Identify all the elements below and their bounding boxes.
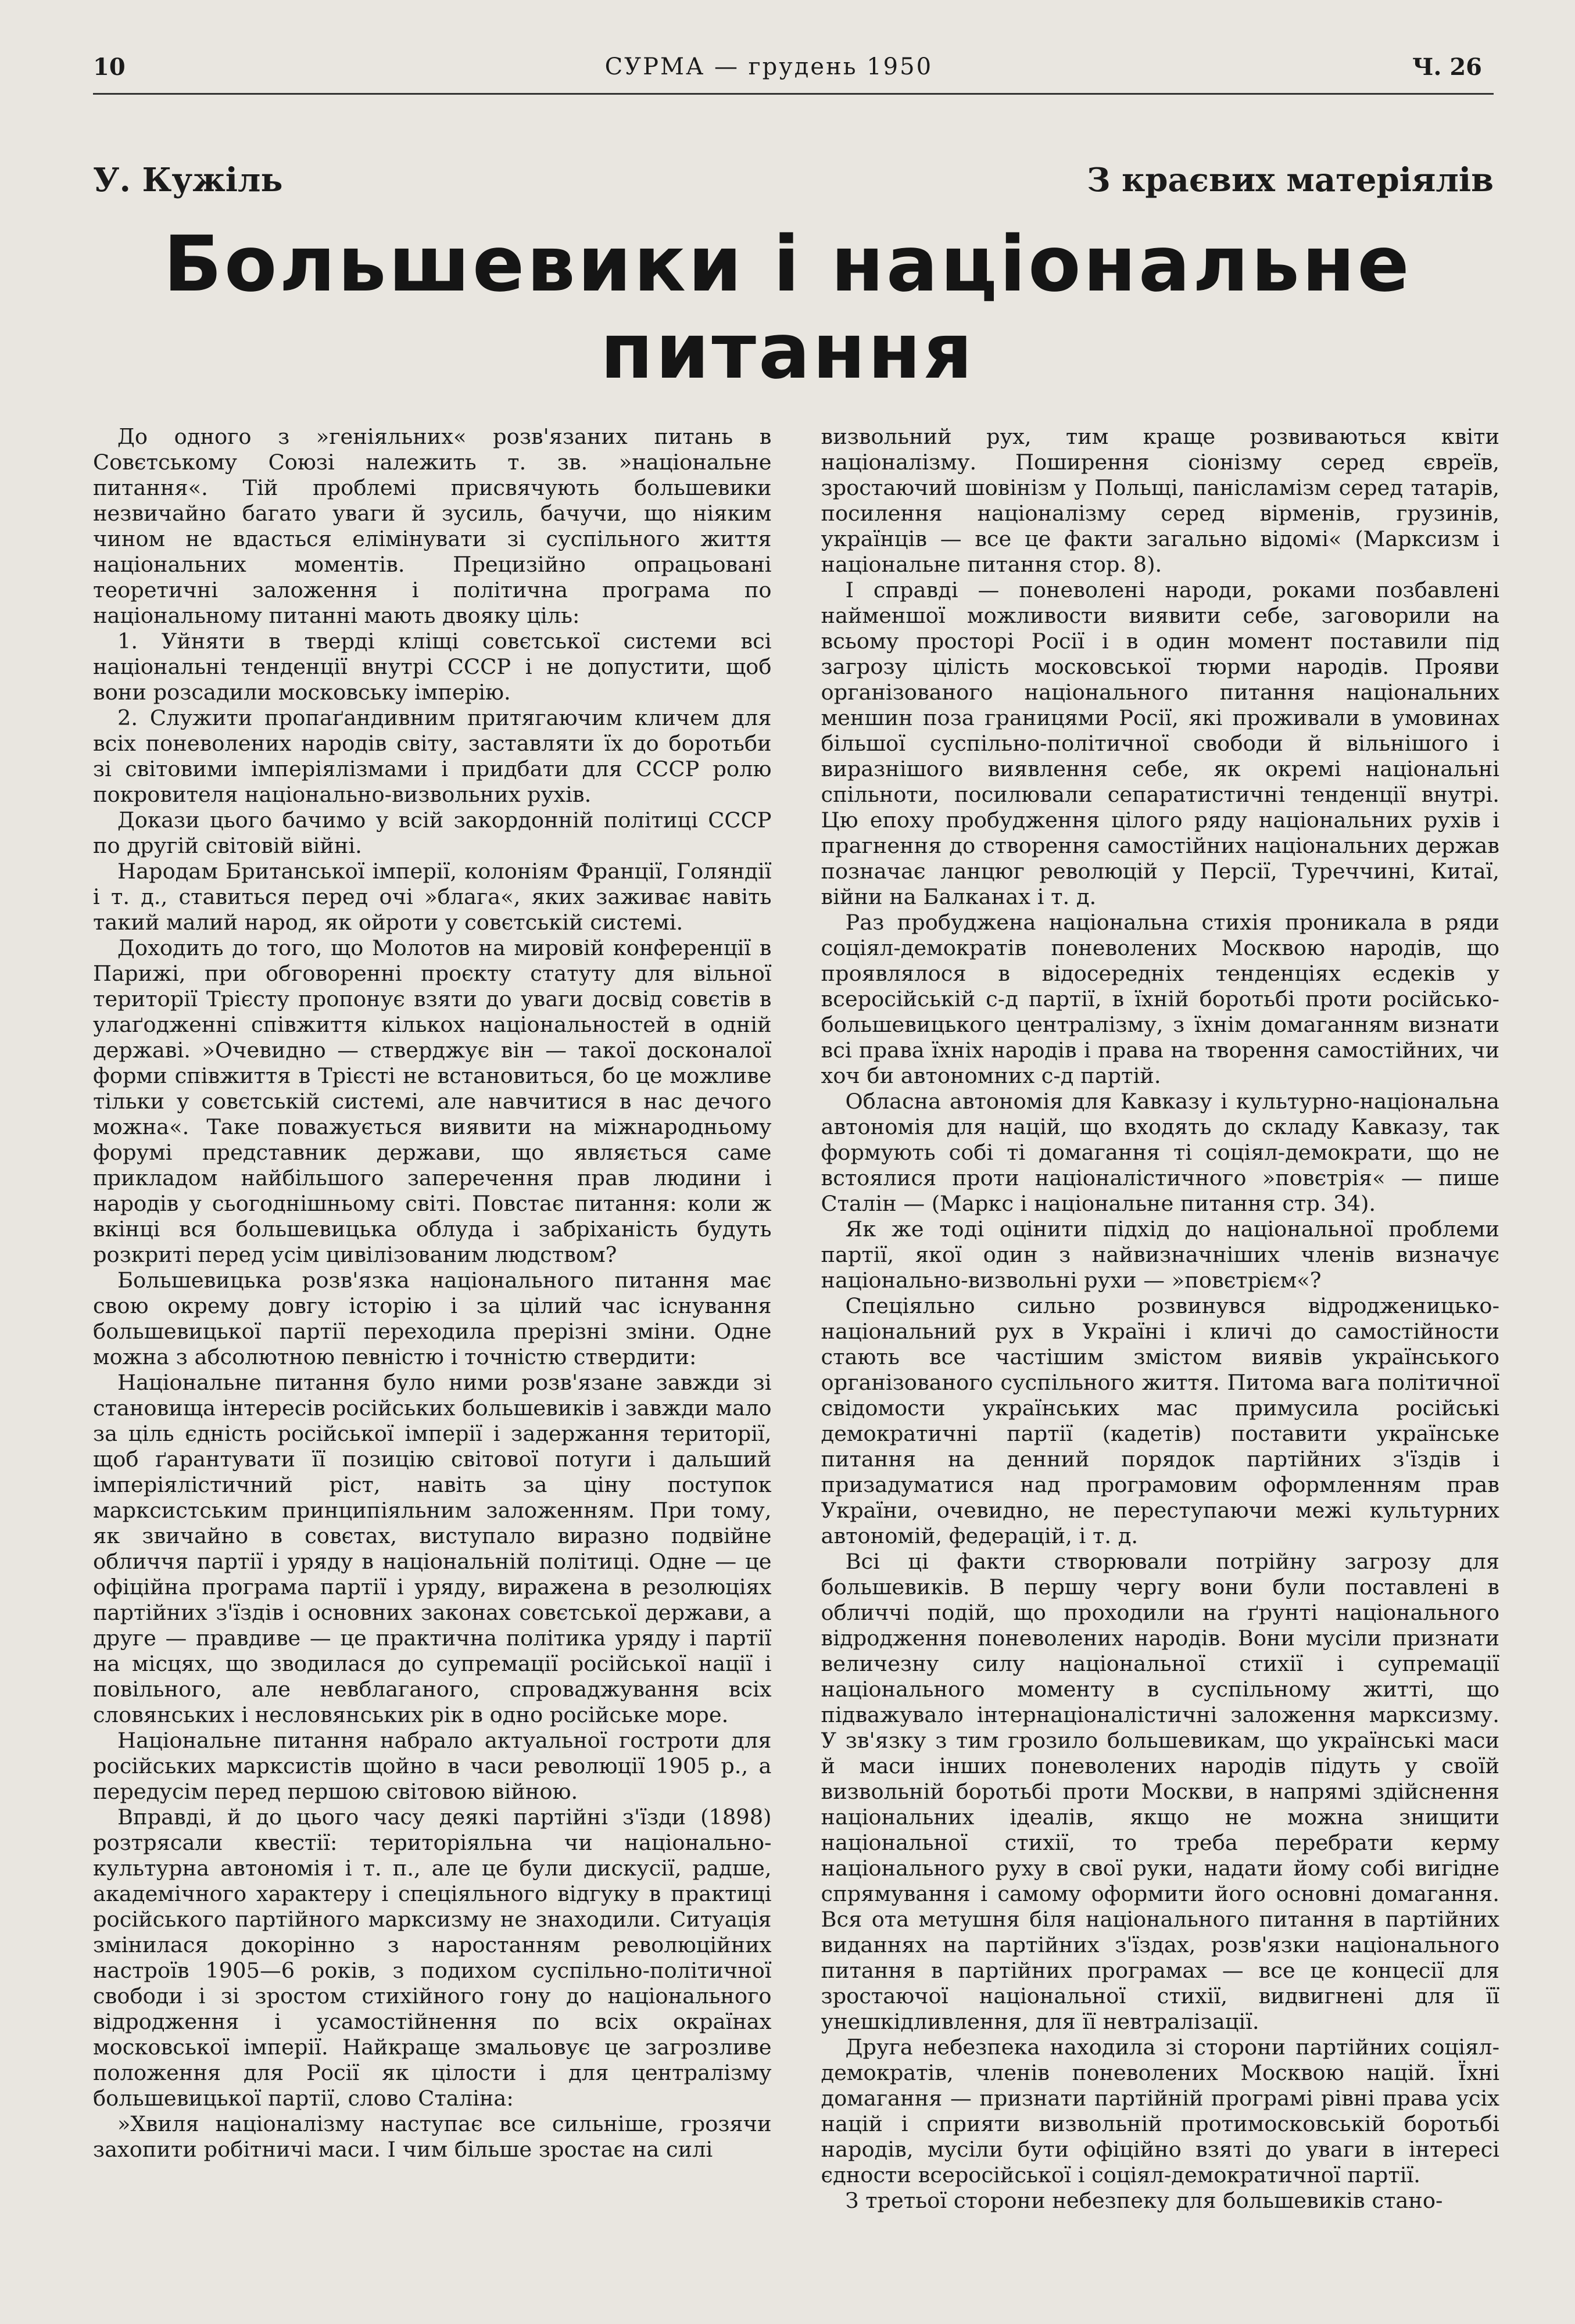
paragraph: І справді — поневолені народи, роками позбавлені найменшої можливости виявити себе, заговорили на всьому просторі Росії і в один момент поставили під загрозу цілість московської тюрми народів. Прояви організованого національного питання національних меншин поза границями Росії, які проживали в умовинах більшої суспільно-політичної свободи й вільнішого і виразнішого виявлення себе, як окремі національні спільноти, посилювали сепаратистичні тенденції внутрі. Цю епоху пробудження цілого ряду національних рухів і прагнення до створення самостійних національних держав позначає ланцюг революцій у Персії, Туреччині, Китаї, війни на Балканах і т. д.: [821, 578, 1499, 909]
paragraph: Всі ці факти створювали потрійну загрозу для большевиків. В першу чергу вони були поставлені в обличчі подій, що проходили на ґрунті національного відродження поневолених народів. Вони мусіли признати величезну силу національної стихії і супремації національного моменту в суспільному житті, що підважувало інтернаціоналістичні заложення марксизму. У зв'язку з тим грозило большевикам, що українські маси й маси інших поневолених народів підуть у своїй визвольній боротьбі проти Москви, в напрямі здійснення національних ідеалів, якщо не можна знищити національної стихії, то треба перебрати керму національного руху в свої руки, надати йому собі вигідне спрямування і самому оформити його основні домагання. Вся ота метушня біля національного питання в партійних виданнях на партійних з'їздах, розв'язки національного питання в партійних програмах — все це концесії для зростаючої національної стихії, видвигнені для її унешкідливлення, для її невтралізації.: [821, 1549, 1499, 2034]
paragraph: Як же тоді оцінити підхід до національної проблеми партії, якої один з найвизначніших членів визначує національно-визвольні рухи — »повєтрієм«?: [821, 1217, 1499, 1293]
paragraph: 2. Служити пропаґандивним притягаючим кличем для всіх поневолених народів світу, заставляти їх до боротьби зі світовими імперіялізмами і придбати для СССР ролю покровителя національно-визвольних рухів.: [93, 705, 772, 807]
column-left: [93, 424, 772, 2243]
paragraph: Большевицька розв'язка національного питання має свою окрему довгу історію і за цілий час існування большевицької партії переходила прерізні зміни. Одне можна з абсолютною певністю і точністю ствердити:: [93, 1268, 772, 1369]
paragraph: »Хвиля націоналізму наступає все сильніше, грозячи захопити робітничі маси. І чим більше зростає на силі: [93, 2111, 772, 2162]
paragraph: 1. Уйняти в тверді кліщі совєтської системи всі національні тенденції внутрі СССР і не допустити, щоб вони розсадили московську імперію.: [93, 629, 772, 705]
paragraph: До одного з »геніяльних« розв'язаних питань в Совєтському Союзі належить т. зв. »національне питання«. Тій проблемі присвячують большевики незвичайно багато уваги й зусиль, бачучи, що ніяким чином не вдасться елімінувати зі суспільного життя національних моментів. Прецизійно опрацьовані теоретичні заложення і політична програма по національному питанні мають двояку ціль:: [93, 424, 772, 628]
paragraph: Вправді, й до цього часу деякі партійні з'їзди (1898) розтрясали квестії: територіяльна чи національно-культурна автономія і т. п., але це були дискусії, радше, академічного характеру і спеціяльного відгуку в практиці російського партійного марксизму не знаходили. Ситуація змінилася докорінно з наростанням революційних настроїв 1905—6 років, з подихом суспільно-політичної свободи і зі зростом стихійного гону до національного відродження і усамостійнення по всіх окраїнах московської імперії. Найкраще змальовує це загрозливе положення для Росії як цілости і для централізму большевицької партії, слово Сталіна:: [93, 1805, 772, 2111]
paragraph: Обласна автономія для Кавказу і культурно-національна автономія для націй, що входять до складу Кавказу, так формують собі ті домагання ті соціял-демократи, що не встоялися проти націоналістичного »повєтрія« — пише Сталін — (Маркс і національне питання стр. 34).: [821, 1089, 1499, 1216]
article-body: [93, 424, 1499, 2243]
paragraph: Національне питання було ними розв'язане завжди зі становища інтересів російських большевиків і завжди мало за ціль єдність російської імперії і задержання території, щоб ґарантувати її позицію світової потуги і дальший імперіялістичний ріст, навіть за ціну поступок марксистським принципіяльним заложенням. При тому, як звичайно в совєтах, виступало виразно подвійне обличчя партії і уряду в національній політиці. Одне — це офіційна програма партії і уряду, виражена в резолюціях партійних з'їздів і основних законах совєтської держави, а друге — правдиве — це практична політика уряду і партії на місцях, що зводилася до супремації російської нації і повільного, але невблаганого, спроваджування всіх словянських і несловянських рік в одно російське море.: [93, 1370, 772, 1727]
author: У. Кужіль: [93, 161, 283, 199]
issue-number: Ч. 26: [1412, 53, 1482, 81]
paragraph: Раз пробуджена національна стихія проникала в ряди соціял-демократів поневолених Москвою народів, що проявлялося в відосередніх тенденціях есдеків у всеросійській с-д партії, в їхній боротьбі проти російсько-большевицького централізму, з їхнім домаганням визнати всі права їхніх народів і права на творення самостійних, чи хоч би автономних с-д партій.: [821, 910, 1499, 1088]
paragraph: Доходить до того, що Молотов на мировій конференції в Парижі, при обговоренні проєкту статуту для вільної території Трієсту пропонує взяти до уваги досвід совєтів в улаґодженні співжиття кількох національностей в одній державі. »Очевидно — стверджує він — такої досконалої форми співжиття в Трієсті не встановиться, бо це можливе тільки у совєтській системі, але навчитися в нас дечого можна«. Таке поважується виявити на міжнародньому форумі представник держави, що являється саме прикладом найбільшого заперечення прав людини і народів у сьогоднішньому світі. Повстає питання: коли ж вкінці вся большевицька облуда і забріханість будуть розкриті перед усім цивілізованим людством?: [93, 935, 772, 1267]
header-rule: [93, 93, 1494, 95]
section-label: З краєвих матеріялів: [1087, 161, 1494, 199]
paragraph: З третьої сторони небезпеку для большевиків стано-: [845, 2188, 1443, 2213]
column-right: [821, 424, 1500, 2243]
page-number: 10: [93, 53, 126, 81]
article-title-line-2: питання: [600, 307, 975, 396]
paragraph: Спеціяльно сильно розвинувся відродженицько-національний рух в Україні і кличі до самостійности стають все частішим змістом виявів українського організованого суспільного життя. Питома вага політичної свідомости українських мас примусила російські демократичні партії (кадетів) поставити українське питання на денний порядок партійних з'їздів і призадуматися над програмовим оформленням прав України, очевидно, не переступаючи межі культурних автономій, федерацій, і т. д.: [821, 1293, 1499, 1548]
paragraph: визвольний рух, тим краще розвиваються квіти націоналізму. Поширення сіонізму серед євреїв, зростаючий шовінізм у Польщі, панісламізм серед татарів, посилення націоналізму серед вірменів, грузинів, українців — все це факти загально відомі« (Марксизм і національне питання стор. 8).: [821, 424, 1499, 577]
article-title-line-1: Большевики і національне: [163, 220, 1412, 309]
paragraph: Докази цього бачимо у всій закордонній політиці СССР по другій світовій війні.: [93, 808, 772, 858]
paragraph: Друга небезпека находила зі сторони партійних соціял-демократів, членів поневолених Москвою націй. Їхні домагання — признати партійній програмі рівні права усіх націй і сприяти визвольній протимосковській боротьбі народів, мусіли бути офіційно взяті до уваги в інтересі єдности всеросійської і соціял-демократичної партії.: [821, 2035, 1499, 2187]
journal-title: СУРМА — грудень 1950: [604, 53, 933, 80]
byline: [93, 157, 1494, 203]
paragraph: Національне питання набрало актуальної гостроти для російських марксистів щойно в часи революції 1905 р., а передусім перед першою світовою війною.: [93, 1728, 772, 1804]
article-title: [105, 221, 1470, 395]
page-header: [93, 46, 1482, 87]
paragraph: Народам Британської імперії, колоніям Франції, Голяндії і т. д., ставиться перед очі »блага«, яких заживає навіть такий малий народ, як ойроти у совєтській системі.: [93, 859, 772, 935]
